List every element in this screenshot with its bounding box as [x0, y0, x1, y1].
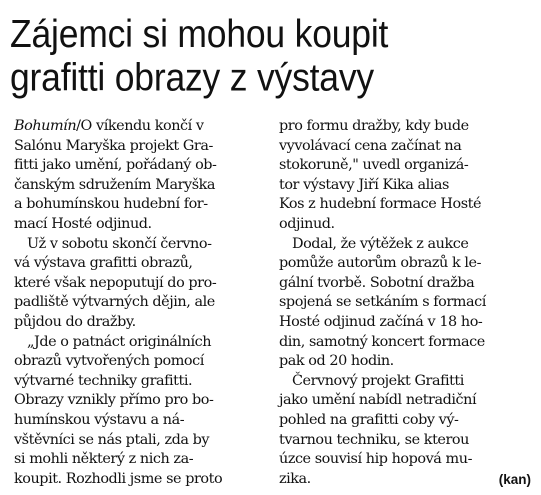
headline [10, 12, 534, 99]
text-line [14, 117, 272, 137]
text-line: které však nepoputují do pro- [14, 274, 217, 291]
article-paragraph [14, 235, 272, 333]
text-line: obrazů vytvořených pomocí [14, 353, 204, 370]
text-line: Hosté odjinud začíná v 18 ho- [279, 313, 483, 330]
text-line: jako umění nabídl netradiční [279, 392, 477, 409]
article-paragraph [279, 235, 531, 372]
text-line: a bohumínskou hudební for- [14, 196, 208, 213]
text-line: půjdou do dražby. [14, 313, 136, 330]
text-line: pomůže autorům obrazů k le- [279, 255, 482, 272]
text-line: vyvolávací cena začínat na [279, 137, 462, 154]
text-line-end: zika. [279, 470, 311, 487]
text-line: pro formu dražby, kdy bude [279, 118, 469, 134]
text-line: „Jde o patnáct originálních [27, 333, 212, 350]
dateline: Bohumín [14, 118, 77, 134]
byline: (kan) [498, 471, 531, 487]
text-line: tor výstavy Jiří Kika alias [279, 176, 449, 193]
text-line: koupit. Rozhodli jsme se proto [14, 470, 223, 487]
text-line: Salónu Maryška projekt Gra- [14, 137, 213, 154]
article-paragraph [279, 117, 531, 235]
text-line: fitti jako umění, pořádaný ob- [14, 157, 217, 174]
text-line-last [279, 470, 531, 490]
text-line: spojená se setkáním s formací [279, 294, 486, 311]
headline-line-1: Zájemci si mohou koupit [10, 12, 389, 56]
text-line: úzce souvisí hip hopová mu- [279, 451, 472, 468]
article-column-left [14, 117, 272, 489]
text-line: tvarnou techniku, se kterou [279, 431, 469, 448]
article-paragraph [279, 372, 531, 490]
headline-line-2: grafitti obrazy z výstavy [10, 55, 374, 100]
text-line: Už v sobotu skončí červno- [27, 235, 212, 252]
text-line: mací Hosté odjinud. [14, 215, 152, 232]
text-line: gální tvorbě. Sobotní dražba [279, 274, 475, 291]
text-line: vá výstava grafitti obrazů, [14, 255, 193, 272]
text-line: Obrazy vznikly přímo pro bo- [14, 392, 214, 409]
text-line: výtvarné techniky grafitti. [14, 372, 193, 389]
article-paragraph [14, 333, 272, 490]
text-line: Červnový projekt Grafitti [292, 372, 464, 389]
article-paragraph [14, 117, 272, 235]
text-line: pohled na grafitti coby vý- [279, 411, 459, 428]
text-line: stokoruně," uvedl organizá- [279, 157, 469, 174]
text-line: humínskou výstavu a ná- [14, 411, 185, 428]
text-line: padliště výtvarných dějin, ale [14, 294, 215, 311]
text-line: pak od 20 hodin. [279, 353, 394, 370]
text-line: Kos z hudební formace Hosté [279, 196, 482, 213]
text-line: odjinud. [279, 215, 335, 232]
article-column-right [279, 117, 531, 489]
text-line-rest: /O víkendu končí v [76, 118, 204, 134]
text-line: Dodal, že výtěžek z aukce [292, 235, 469, 252]
text-line: vštěvníci se nás ptali, zda by [14, 431, 210, 448]
text-line: čanským sdružením Maryška [14, 176, 216, 193]
text-line: si mohli některý z nich za- [14, 451, 194, 468]
text-line: din, samotný koncert formace [279, 333, 485, 350]
